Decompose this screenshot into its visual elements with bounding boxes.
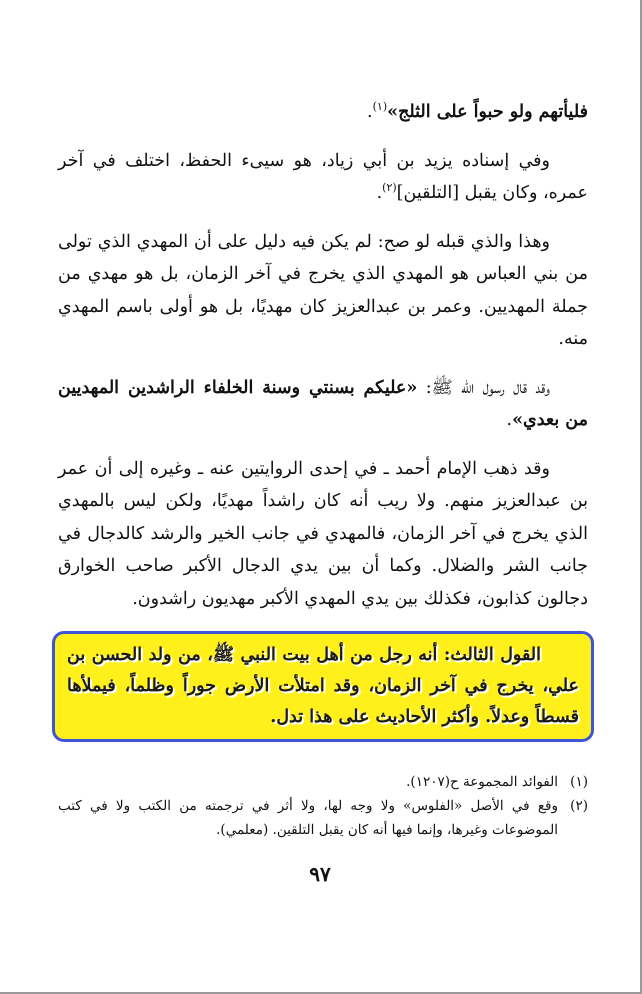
paragraph-4 — [58, 372, 588, 437]
highlighted-third-opinion: القول الثالث: أنه رجل من أهل بيت النبي ﷺ، من ولد الحسن بن علي، يخرج في آخر الزمان، وقد امتلأت الأرض جوراً وظلماً، فيملأها قسطاً وعدلاً. وأكثر الأحاديث على هذا تدل. — [52, 631, 594, 742]
footnotes — [58, 770, 588, 842]
paragraph-3 — [58, 226, 588, 356]
footnote-ref-2: (٢) — [382, 181, 397, 195]
footnote-2 — [58, 794, 588, 842]
paragraph-end: . — [506, 410, 513, 430]
paragraph-2 — [58, 145, 588, 210]
paragraph-text: وفي إسناده يزيد بن أبي زياد، هو سيىء الحفظ، اختلف في آخر عمره، وكان يقبل [التلقين] — [58, 150, 588, 203]
paragraph-text: وقد ذهب الإمام أحمد ـ في إحدى الروايتين عنه ـ وغيره إلى أن عمر بن عبدالعزيز منهم. ولا ريب أنه كان راشداً مهديًا، ولكن ليس بالمهدي الذي يخرج في آخر الزمان، فالمهدي في جانب الخير والرشد كالدجال في جانب الشر والضلال. وكما أن بين يدي الدجال الأكبر صاحب الخوارق دجالون كذابون، فكذلك بين يدي المهدي الأكبر مهديون راشدون. — [58, 458, 588, 609]
hadith-quote-bold: فليأتهم ولو حبواً على الثلج» — [387, 102, 588, 122]
paragraph-end: . — [376, 183, 383, 203]
hadith-quote-bold: «عليكم بسنتي وسنة الخلفاء الراشدين المهديين من بعدي» — [58, 377, 588, 430]
paragraph-1 — [58, 96, 588, 129]
page-number: ٩٧ — [309, 862, 331, 886]
paragraph-5 — [58, 453, 588, 616]
footnote-text: الفوائد المجموعة ح(١٢٠٧). — [406, 774, 558, 790]
paragraph-end: . — [367, 102, 373, 122]
paragraph-text: وقد قال رسول الله ﷺ: — [417, 377, 551, 398]
main-text — [58, 96, 588, 756]
footnote-1 — [58, 770, 588, 794]
footnote-number: (١) — [570, 774, 588, 790]
footnote-number: (٢) — [570, 798, 588, 814]
footnote-text: وقع في الأصل «الفلوس» ولا وجه لها، ولا أثر في ترجمته من الكتب ولا في كتب الموضوعات وغيرها، وإنما فيها أنه كان يقبل التلقين. (معلمي). — [58, 798, 558, 838]
paragraph-text: وهذا والذي قبله لو صح: لم يكن فيه دليل على أن المهدي الذي تولى من بني العباس هو المهدي الذي يخرج في آخر الزمان، بل هو مهدي من جملة المهديين. وعمر بن عبدالعزيز كان مهديًا، بل هو أولى باسم المهدي منه. — [58, 231, 588, 349]
footnote-ref-1: (١) — [372, 100, 388, 114]
